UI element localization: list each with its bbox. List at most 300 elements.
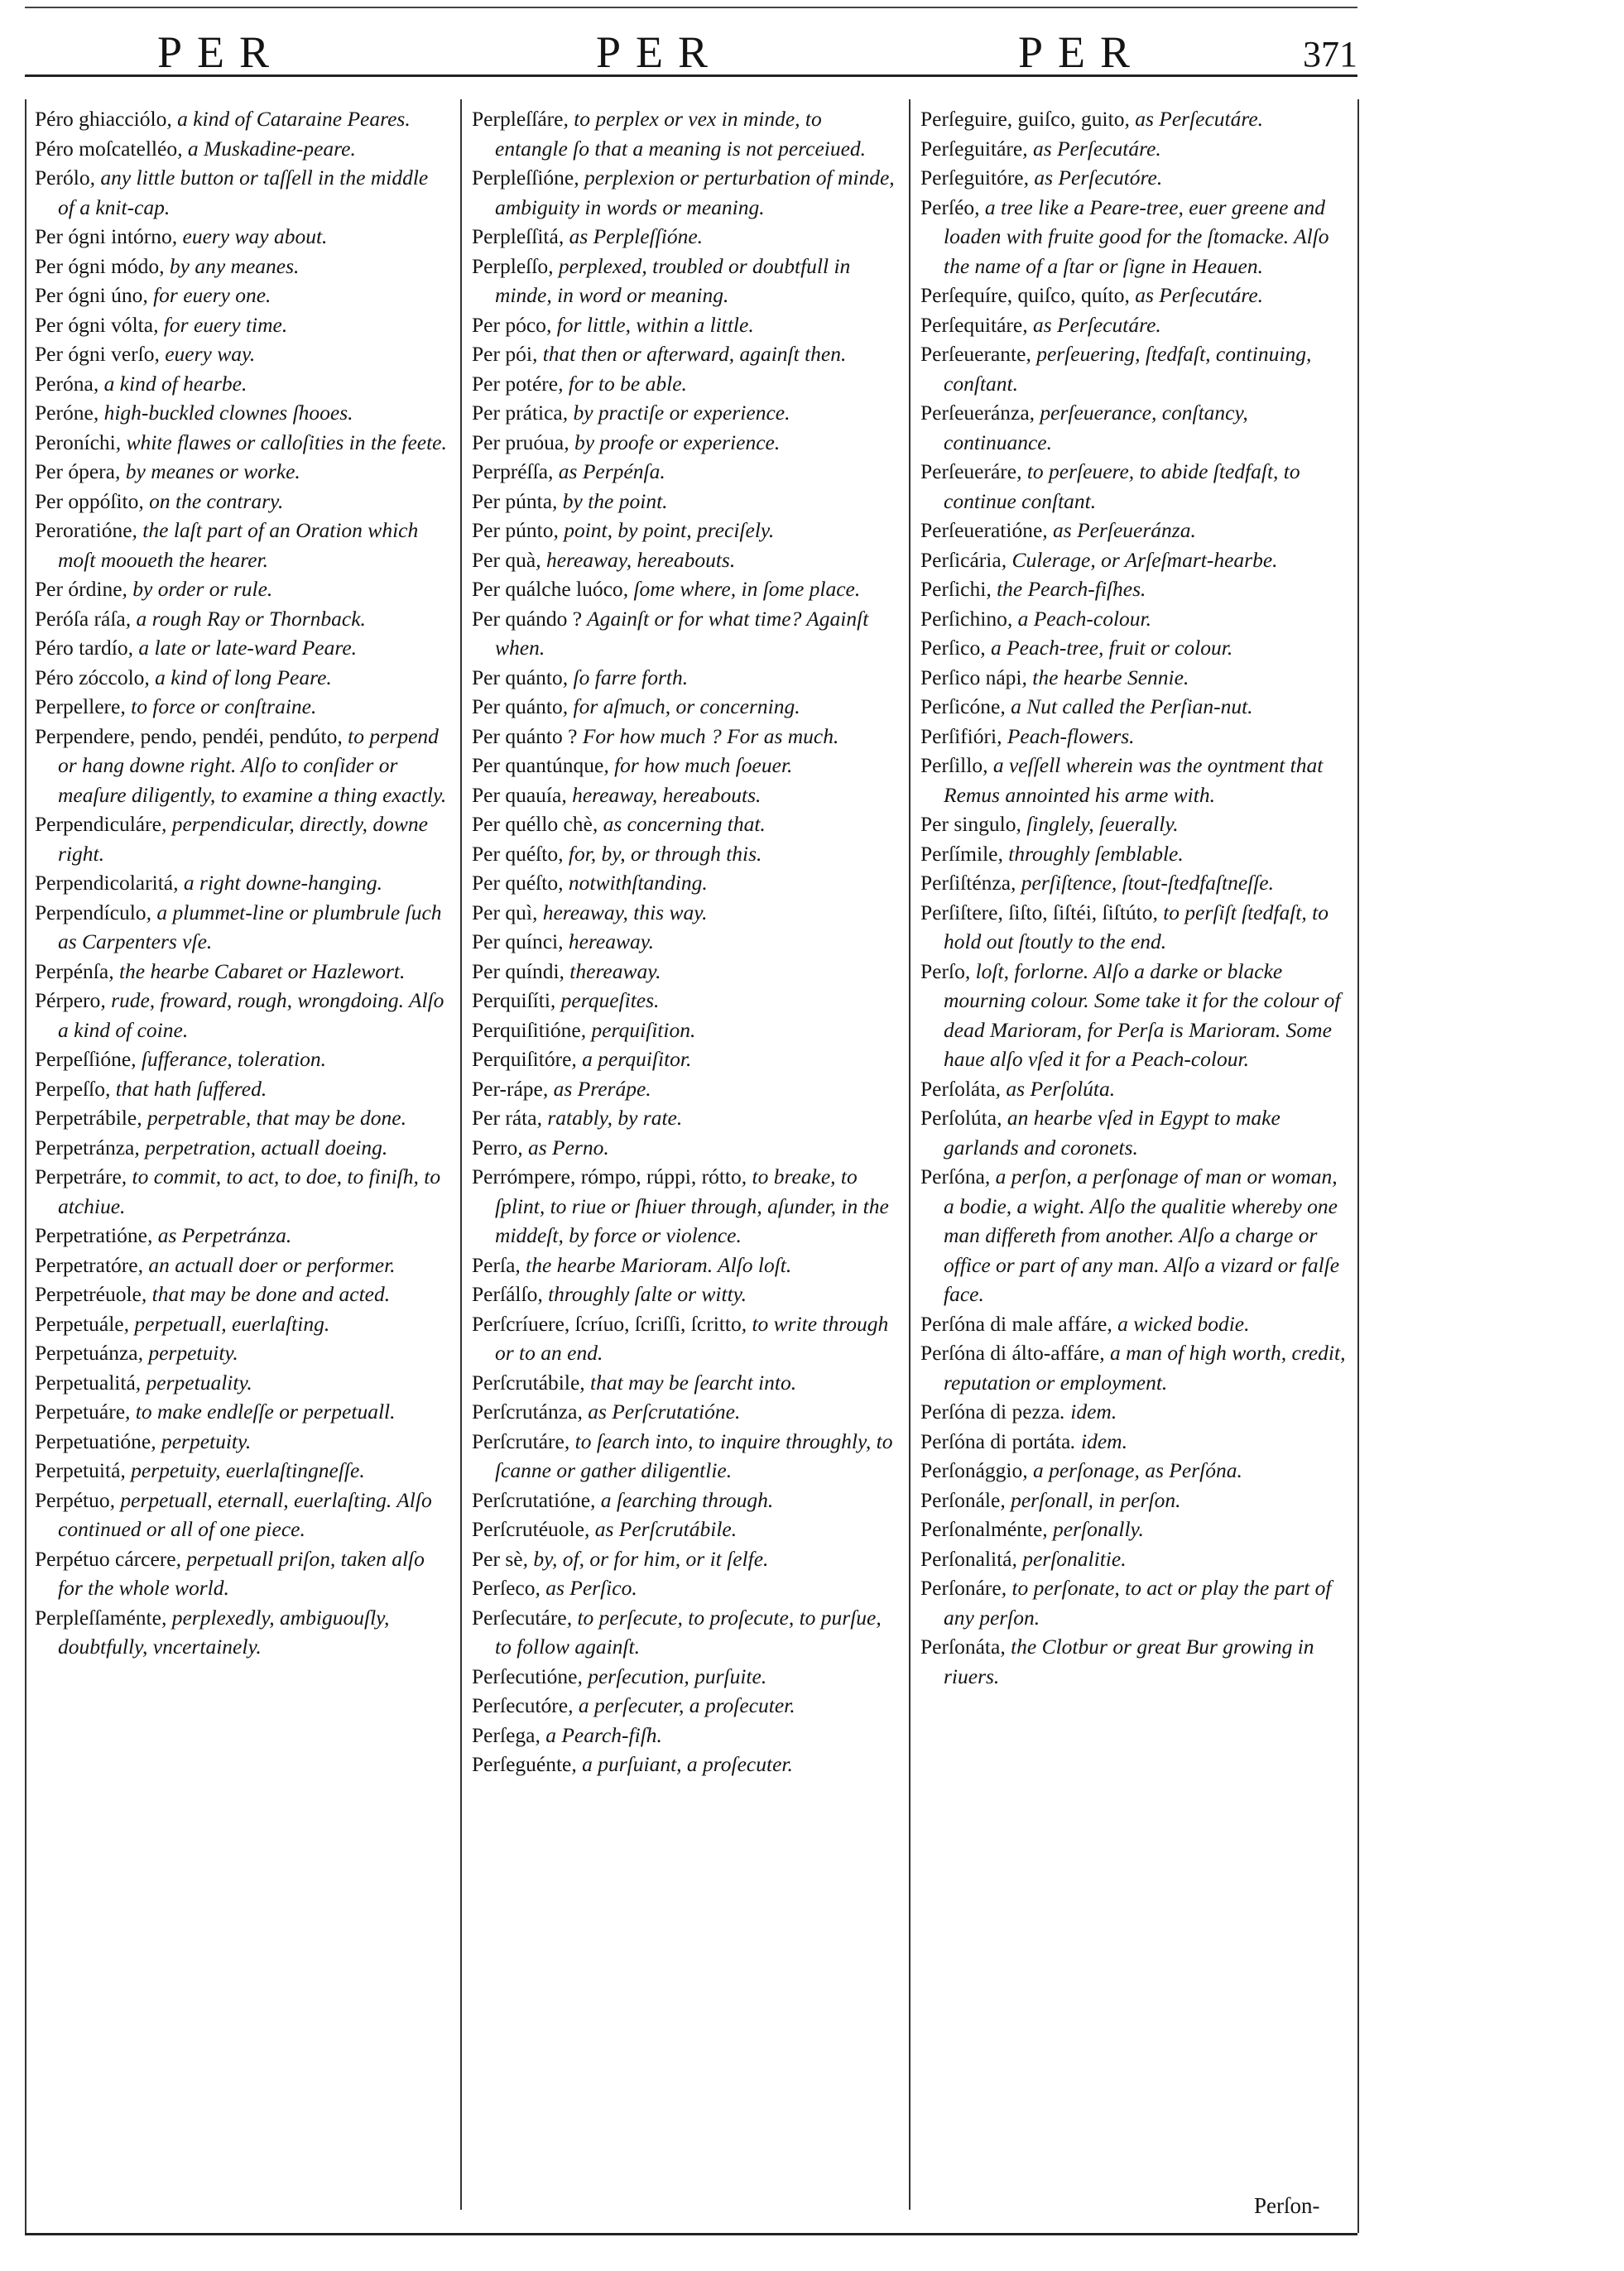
dictionary-entry xyxy=(920,1162,1347,1309)
entry-headword: Per quéllo chè xyxy=(472,812,593,836)
entry-headword: Perſóna di male affáre xyxy=(920,1311,1107,1336)
entry-definition: , as Perſico. xyxy=(535,1576,637,1600)
dictionary-entry xyxy=(472,310,898,340)
dictionary-entry xyxy=(472,898,898,928)
entry-headword: Perſeueránza xyxy=(920,401,1030,425)
entry-headword: Perſeuerante xyxy=(920,342,1026,366)
entry-headword: Perquiſíti xyxy=(472,988,550,1012)
dictionary-entry xyxy=(472,957,898,987)
entry-headword: Péro ghiacciólo xyxy=(35,107,167,131)
entry-headword: Per quánto xyxy=(472,665,563,689)
entry-headword: Per ógni vólta xyxy=(35,312,154,337)
entry-definition: , loſt, forlorne. Alſo a darke or blacke mourning colour. Some take it for the colour of dead Marioram, for Perſa is Marioram. Some haue alſo vſed it for a Peach-colour. xyxy=(944,958,1341,1071)
entry-headword: Perpeſſo xyxy=(35,1076,105,1101)
entry-headword: Perro xyxy=(472,1135,518,1160)
entry-definition: , a perquiſitor. xyxy=(571,1047,692,1071)
dictionary-entry xyxy=(35,104,449,134)
entry-headword: Perſonággio xyxy=(920,1458,1023,1482)
dictionary-entry xyxy=(920,310,1347,340)
entry-headword: Perpetuáre xyxy=(35,1400,126,1424)
dictionary-entry xyxy=(35,1133,449,1163)
entry-definition: , that then or afterward, againſt then. xyxy=(531,342,847,366)
entry-definition: . idem. xyxy=(1070,1428,1127,1453)
entry-headword: Perquiſitóre xyxy=(472,1047,572,1071)
entry-definition: For how much ? For as much. xyxy=(577,723,839,748)
entry-headword: Per pruóua xyxy=(472,430,565,454)
dictionary-entry xyxy=(35,809,449,868)
entry-headword: Perſonále xyxy=(920,1487,1001,1512)
column-2 xyxy=(472,104,898,2223)
dictionary-entry xyxy=(920,1309,1347,1339)
dictionary-entry xyxy=(35,1338,449,1368)
entry-headword: Perſega xyxy=(472,1722,536,1747)
entry-headword: Peróſa ráſa xyxy=(35,606,126,631)
entry-definition: , hereaway, this way. xyxy=(531,900,708,924)
entry-definition: , as Perpetránza. xyxy=(147,1223,292,1247)
entry-headword: Per singulo xyxy=(920,812,1016,836)
entry-definition: , a kind of hearbe. xyxy=(93,371,247,396)
entry-headword: Perſolúta xyxy=(920,1106,997,1130)
entry-headword: Perſeguénte xyxy=(472,1752,572,1776)
dictionary-entry xyxy=(920,1486,1347,1515)
dictionary-entry xyxy=(920,1632,1347,1691)
entry-headword: Perſichino xyxy=(920,606,1007,631)
entry-definition: , as Perno. xyxy=(517,1135,609,1160)
entry-definition: , the Pearch-fiſhes. xyxy=(986,577,1146,601)
entry-definition: , as concerning that. xyxy=(592,812,766,836)
catchword: Perſon- xyxy=(1254,2193,1320,2218)
entry-definition: , by practiſe or experience. xyxy=(562,401,790,425)
dictionary-entry xyxy=(920,193,1347,281)
dictionary-entry xyxy=(920,281,1347,310)
entry-headword: Per ógni úno xyxy=(35,283,143,307)
entry-headword: Péro moſcatelléo xyxy=(35,136,178,161)
entry-headword: Perólo xyxy=(35,166,90,190)
entry-definition: , hereaway, hereabouts. xyxy=(561,782,762,807)
entry-definition: , perpetuall priſon, taken alſo for the whole world. xyxy=(58,1546,425,1600)
entry-definition: , perſeuering, ſtedfaſt, continuing, conſtant. xyxy=(944,342,1312,396)
dictionary-entry xyxy=(472,1750,898,1779)
entry-definition: , as Perſecutáre. xyxy=(1124,107,1264,131)
entry-definition: , a Peach-colour. xyxy=(1007,606,1152,631)
dictionary-entry xyxy=(35,398,449,428)
entry-definition: , perquiſition. xyxy=(580,1017,696,1042)
dictionary-entry xyxy=(920,1427,1347,1457)
dictionary-entry xyxy=(35,428,449,458)
dictionary-entry xyxy=(35,252,449,281)
entry-headword: Perſequitáre xyxy=(920,312,1023,337)
dictionary-entry xyxy=(472,516,898,545)
entry-headword: Perpendere, pendo, pendéi, pendúto xyxy=(35,723,338,748)
dictionary-entry xyxy=(35,1103,449,1133)
entry-definition: , perplexedly, ambiguouſly, doubtfully, vncertainely. xyxy=(58,1605,390,1659)
dictionary-entry xyxy=(920,134,1347,164)
entry-headword: Perpendicolaritá xyxy=(35,871,174,895)
entry-definition: , a Pearch-fiſh. xyxy=(535,1722,662,1747)
entry-definition: , point, by point, preciſely. xyxy=(553,518,775,542)
entry-definition: , that may be ſearcht into. xyxy=(579,1370,797,1395)
entry-definition: , to perſecute, to proſecute, to purſue, to follow againſt. xyxy=(495,1605,882,1659)
dictionary-entry xyxy=(920,898,1347,957)
dictionary-entry xyxy=(472,780,898,810)
dictionary-entry xyxy=(472,1573,898,1603)
entry-headword: Per ópera xyxy=(35,459,115,483)
dictionary-entry xyxy=(35,1221,449,1251)
dictionary-entry xyxy=(35,604,449,634)
dictionary-entry xyxy=(35,369,449,399)
entry-headword: Perpetratóre xyxy=(35,1252,138,1277)
entry-definition: , notwithſtanding. xyxy=(558,871,708,895)
dictionary-entry xyxy=(472,809,898,839)
entry-headword: Perſcríuere, ſcríuo, ſcriſſi, ſcritto xyxy=(472,1311,742,1336)
dictionary-entry xyxy=(920,398,1347,457)
dictionary-entry xyxy=(472,428,898,458)
dictionary-entry xyxy=(472,104,898,163)
entry-headword: Per órdine xyxy=(35,577,123,601)
entry-headword: Perſicária xyxy=(920,547,1002,572)
dictionary-entry xyxy=(35,457,449,487)
entry-definition: , a Nut called the Perſian-nut. xyxy=(1000,694,1253,718)
entry-headword: Perſímile xyxy=(920,841,998,866)
entry-definition: , an actuall doer or performer. xyxy=(137,1252,396,1277)
dictionary-entry xyxy=(472,1044,898,1074)
dictionary-entry xyxy=(472,252,898,310)
dictionary-entry xyxy=(472,398,898,428)
bottom-rule xyxy=(25,2233,1357,2235)
entry-headword: Per ógni verſo xyxy=(35,342,155,366)
entry-headword: Perſonalménte xyxy=(920,1517,1043,1541)
dictionary-entry xyxy=(472,339,898,369)
entry-definition: , perpetuall, eternall, euerlaſting. Alſo continued or all of one piece. xyxy=(58,1487,432,1541)
dictionary-entry xyxy=(472,839,898,869)
top-rule xyxy=(25,7,1357,8)
dictionary-entry xyxy=(920,1456,1347,1486)
entry-headword: Perſillo xyxy=(920,753,983,777)
entry-definition: , a man of high worth, credit, reputation or employment. xyxy=(944,1341,1346,1395)
entry-headword: Per-rápe xyxy=(472,1076,543,1101)
entry-definition: , perſonally. xyxy=(1042,1517,1144,1541)
entry-definition: , perpetration, actuall doeing. xyxy=(134,1135,388,1160)
entry-headword: Perſeguitáre xyxy=(920,136,1023,161)
dictionary-entry xyxy=(35,516,449,574)
column-rule-2 xyxy=(909,99,910,2210)
entry-headword: Per ógni intórno xyxy=(35,224,172,248)
headword-right: PER xyxy=(1018,27,1146,77)
column-3 xyxy=(920,104,1347,2223)
entry-definition: , to ſearch into, to inquire throughly, to ſcanne or gather diligentlie. xyxy=(495,1428,893,1482)
dictionary-entry xyxy=(472,751,898,780)
entry-headword: Perpleſſaménte xyxy=(35,1605,161,1630)
entry-definition: , to perpend or hang downe right. Alſo to conſider or meaſure diligently, to examine a thing exactly. xyxy=(58,723,447,807)
entry-headword: Perpetrábile xyxy=(35,1106,137,1130)
dictionary-entry xyxy=(35,957,449,987)
entry-headword: Per quálche luóco xyxy=(472,577,623,601)
entry-headword: Perpleſſáre xyxy=(472,107,564,131)
entry-definition: , perqueſites. xyxy=(550,988,660,1012)
dictionary-entry xyxy=(472,1368,898,1398)
entry-headword: Perpétuo xyxy=(35,1487,110,1512)
entry-definition: , the hearbe Cabaret or Hazlewort. xyxy=(108,958,406,983)
dictionary-entry xyxy=(920,663,1347,693)
dictionary-entry xyxy=(472,868,898,898)
entry-headword: Perſico xyxy=(920,636,981,660)
entry-definition: , thereaway. xyxy=(559,958,661,983)
entry-definition: , perpetuity. xyxy=(137,1341,238,1365)
entry-definition: , perpetrable, that may be done. xyxy=(137,1106,406,1130)
dictionary-entry xyxy=(920,957,1347,1074)
dictionary-entry xyxy=(35,1544,449,1603)
entry-headword: Perſoláta xyxy=(920,1076,996,1101)
entry-definition: , to perſeuere, to abide ſtedfaſt, to continue conſtant. xyxy=(944,459,1300,513)
entry-headword: Perſéo xyxy=(920,194,975,219)
dictionary-entry xyxy=(35,574,449,604)
entry-headword: Perſeueráre xyxy=(920,459,1017,483)
dictionary-entry xyxy=(35,692,449,722)
entry-definition: , Culerage, or Arſeſmart-hearbe. xyxy=(1001,547,1278,572)
dictionary-entry xyxy=(472,663,898,693)
entry-headword: Perſcrutábile xyxy=(472,1370,580,1395)
entry-definition: , to make endleſſe or perpetuall. xyxy=(125,1400,396,1424)
entry-definition: , ſufferance, toleration. xyxy=(131,1047,326,1071)
dictionary-entry xyxy=(472,1603,898,1662)
dictionary-entry xyxy=(35,1397,449,1427)
entry-definition: , by order or rule. xyxy=(122,577,273,601)
entry-definition: , on the contrary. xyxy=(138,488,284,513)
dictionary-entry xyxy=(472,1721,898,1750)
dictionary-entry xyxy=(472,1015,898,1045)
entry-definition: , perpetuality. xyxy=(135,1370,252,1395)
entry-definition: , for to be able. xyxy=(558,371,687,396)
entry-definition: , the laſt part of an Oration which moſt mooueth the hearer. xyxy=(58,518,419,572)
dictionary-entry xyxy=(472,986,898,1015)
entry-headword: Per póco xyxy=(472,312,546,337)
entry-headword: Perpleſſo xyxy=(472,253,549,278)
entry-headword: Perſcrutáre xyxy=(472,1428,565,1453)
entry-headword: Peroratióne xyxy=(35,518,132,542)
entry-definition: , perpetuity. xyxy=(151,1428,252,1453)
entry-definition: , to perſonate, to act or play the part of any perſon. xyxy=(944,1576,1332,1630)
entry-definition: , as Perſecutáre. xyxy=(1124,283,1264,307)
dictionary-entry xyxy=(472,1309,898,1368)
dictionary-entry xyxy=(920,1397,1347,1427)
dictionary-entry xyxy=(472,487,898,516)
entry-definition: , by meanes or worke. xyxy=(115,459,300,483)
entry-headword: Perſcrutéuole xyxy=(472,1517,584,1541)
dictionary-entry xyxy=(920,868,1347,898)
dictionary-entry xyxy=(472,1280,898,1309)
dictionary-entry xyxy=(35,134,449,164)
entry-definition: , to perſiſt ſtedfaſt, to hold out ſtoutly to the end. xyxy=(944,900,1329,953)
entry-headword: Per quantúnque xyxy=(472,753,604,777)
dictionary-entry xyxy=(35,1251,449,1280)
entry-definition: , white flawes or calloſities in the feete. xyxy=(115,430,447,454)
entry-definition: , by any meanes. xyxy=(159,253,300,278)
entry-headword: Perſóna di portáta xyxy=(920,1428,1071,1453)
entry-definition: , a right downe-hanging. xyxy=(173,871,382,895)
entry-definition: , for aſmuch, or concerning. xyxy=(562,694,800,718)
entry-headword: Perpetuatióne xyxy=(35,1428,151,1453)
entry-definition: , a kind of long Peare. xyxy=(144,665,332,689)
entry-definition: , to breake, to ſplint, to riue or ſhiuer through, aſunder, in the middeſt, by force or violence. xyxy=(495,1164,889,1247)
dictionary-entry xyxy=(35,163,449,222)
dictionary-entry xyxy=(920,633,1347,663)
entry-headword: Per quándo ? xyxy=(472,606,583,631)
entry-headword: Perſóna di álto-affáre xyxy=(920,1341,1100,1365)
dictionary-entry xyxy=(920,722,1347,751)
entry-definition: , euery way. xyxy=(154,342,256,366)
entry-headword: Péro tardío xyxy=(35,636,128,660)
entry-definition: , a late or late-ward Peare. xyxy=(127,636,358,660)
dictionary-entry xyxy=(920,1544,1347,1574)
entry-headword: Perpellere xyxy=(35,694,121,718)
entry-definition: , to write through or to an end. xyxy=(495,1311,889,1365)
entry-headword: Perpetuánza xyxy=(35,1341,138,1365)
entry-definition: , a tree like a Peare-tree, euer greene and loaden with fruite good for the ſtomacke. Alſo the name of a ſtar or ſigne in Heauen. xyxy=(944,194,1329,278)
dictionary-entry xyxy=(472,369,898,399)
entry-headword: Per quauía xyxy=(472,782,562,807)
entry-headword: Perquiſitióne xyxy=(472,1017,581,1042)
entry-headword: Perſálſo xyxy=(472,1282,538,1306)
entry-headword: Perſecutóre xyxy=(472,1693,569,1717)
dictionary-entry xyxy=(472,722,898,751)
dictionary-entry xyxy=(472,457,898,487)
entry-definition: , perſecution, purſuite. xyxy=(577,1664,767,1688)
entry-definition: , ſinglely, ſeuerally. xyxy=(1016,812,1179,836)
entry-headword: Per quánto xyxy=(472,694,563,718)
entry-headword: Perſonáta xyxy=(920,1635,1001,1659)
entry-definition: , a Peach-tree, fruit or colour. xyxy=(980,636,1233,660)
entry-headword: Per sè xyxy=(472,1546,523,1571)
entry-definition: , hereaway, hereabouts. xyxy=(536,547,736,572)
dictionary-entry xyxy=(35,310,449,340)
entry-headword: Perſo xyxy=(920,958,965,983)
entry-headword: Per oppóſito xyxy=(35,488,139,513)
entry-headword: Perpetualitá xyxy=(35,1370,136,1395)
entry-definition: , by, of, or for him, or it ſelfe. xyxy=(522,1546,769,1571)
entry-definition: , hereaway. xyxy=(558,929,655,953)
dictionary-entry xyxy=(920,1573,1347,1632)
entry-headword: Perpétuo cárcere xyxy=(35,1546,176,1571)
dictionary-entry xyxy=(920,104,1347,134)
dictionary-entry xyxy=(472,222,898,252)
entry-definition: , to force or conſtraine. xyxy=(120,694,317,718)
dictionary-entry xyxy=(472,1427,898,1486)
entry-headword: Perſiſtere, ſiſto, ſiſtéi, ſiſtúto xyxy=(920,900,1153,924)
entry-definition: , perplexion or perturbation of minde, ambiguity in words or meaning. xyxy=(495,166,895,219)
entry-headword: Per quì xyxy=(472,900,532,924)
dictionary-entry xyxy=(472,163,898,222)
entry-headword: Perſóna di pezza xyxy=(920,1400,1060,1424)
column-rule-right xyxy=(1357,99,1359,2233)
entry-definition: , as Perſcrutatióne. xyxy=(577,1400,741,1424)
entry-definition: , throughly ſemblable. xyxy=(997,841,1184,866)
entry-headword: Per ógni módo xyxy=(35,253,160,278)
dictionary-entry xyxy=(35,487,449,516)
entry-definition: , ratably, by rate. xyxy=(536,1106,683,1130)
entry-headword: Perſa xyxy=(472,1252,516,1277)
entry-definition: , Peach-flowers. xyxy=(997,723,1135,748)
entry-definition: , a purſuiant, a proſecuter. xyxy=(571,1752,793,1776)
entry-definition: , for how much ſoeuer. xyxy=(603,753,793,777)
entry-definition: . idem. xyxy=(1059,1400,1117,1424)
entry-definition: , as Perſcrutábile. xyxy=(584,1517,738,1541)
entry-definition: , that hath ſuffered. xyxy=(104,1076,267,1101)
page-number: 371 xyxy=(1303,34,1357,74)
entry-headword: Per quíndi xyxy=(472,958,560,983)
entry-definition: , as Perſecutáre. xyxy=(1022,312,1161,337)
entry-definition: , any little button or taſſell in the middle of a knit-cap. xyxy=(58,166,429,219)
entry-headword: Per quéſto xyxy=(472,841,559,866)
entry-definition: , a ſearching through. xyxy=(590,1487,774,1512)
entry-headword: Perpetránza xyxy=(35,1135,135,1160)
entry-headword: Perſonáre xyxy=(920,1576,1002,1600)
dictionary-entry xyxy=(472,1544,898,1574)
entry-definition: , by the point. xyxy=(552,488,668,513)
entry-definition: , a perſecuter, a proſecuter. xyxy=(568,1693,795,1717)
entry-definition: , for little, within a little. xyxy=(545,312,754,337)
entry-headword: Perſichi xyxy=(920,577,987,601)
entry-headword: Per pói xyxy=(472,342,532,366)
entry-headword: Perpendiculáre xyxy=(35,812,161,836)
dictionary-entry xyxy=(35,222,449,252)
entry-headword: Perpendículo xyxy=(35,900,147,924)
entry-headword: Perſecutióne xyxy=(472,1664,578,1688)
entry-definition: , a wicked bodie. xyxy=(1107,1311,1250,1336)
dictionary-entry xyxy=(35,1044,449,1074)
entry-headword: Peróna xyxy=(35,371,94,396)
dictionary-entry xyxy=(920,1074,1347,1104)
dictionary-entry xyxy=(35,1456,449,1486)
dictionary-entry xyxy=(35,633,449,663)
dictionary-entry xyxy=(920,516,1347,545)
entry-headword: Perpeſſióne xyxy=(35,1047,132,1071)
entry-definition: , for, by, or through this. xyxy=(558,841,762,866)
entry-headword: Perrómpere, rómpo, rúppi, rótto xyxy=(472,1164,742,1188)
dictionary-entry xyxy=(35,1486,449,1544)
dictionary-entry xyxy=(35,868,449,898)
dictionary-entry xyxy=(920,1103,1347,1162)
entry-headword: Per quínci xyxy=(472,929,559,953)
entry-definition: , as Perſecutáre. xyxy=(1022,136,1161,161)
entry-definition: , high-buckled clownes ſhooes. xyxy=(93,401,353,425)
entry-definition: , perſeuerance, conſtancy, continuance. xyxy=(944,401,1248,454)
entry-headword: Perſeco xyxy=(472,1576,536,1600)
running-header xyxy=(25,23,1357,77)
entry-headword: Perſonalitá xyxy=(920,1546,1012,1571)
entry-definition: , rude, froward, rough, wrongdoing. Alſo a kind of coine. xyxy=(58,988,444,1042)
entry-definition: , ſo farre forth. xyxy=(562,665,689,689)
dictionary-entry xyxy=(920,1515,1347,1544)
entry-definition: , perpetuall, euerlaſting. xyxy=(123,1311,330,1336)
entry-headword: Per quánto ? xyxy=(472,723,578,748)
entry-definition: , euery way about. xyxy=(171,224,328,248)
entry-headword: Perſeueratióne xyxy=(920,518,1043,542)
entry-definition: , a rough Ray or Thornback. xyxy=(125,606,366,631)
entry-definition: , throughly ſalte or witty. xyxy=(537,1282,747,1306)
dictionary-entry xyxy=(35,281,449,310)
dictionary-entry xyxy=(35,1162,449,1221)
entry-definition: , a plummet-line or plumbrule ſuch as Carpenters vſe. xyxy=(58,900,442,953)
entry-headword: Perpetuitá xyxy=(35,1458,121,1482)
entry-headword: Perſiſténza xyxy=(920,871,1011,895)
column-rule-left xyxy=(25,99,26,2233)
dictionary-entry xyxy=(472,1515,898,1544)
entry-headword: Perſico nápi xyxy=(920,665,1022,689)
dictionary-entry xyxy=(472,1133,898,1163)
entry-definition: , a perſon, a perſonage of man or woman, a bodie, a wight. Alſo the qualitie whereby one man differeth from another. Alſo a charge or office or part of any man. Alſo a vizard or falſe face. xyxy=(944,1164,1340,1306)
entry-definition: , the hearbe Marioram. Alſo loſt. xyxy=(515,1252,792,1277)
entry-definition: , a veſſell wherein was the oyntment that Remus annointed his arme with. xyxy=(944,753,1324,807)
